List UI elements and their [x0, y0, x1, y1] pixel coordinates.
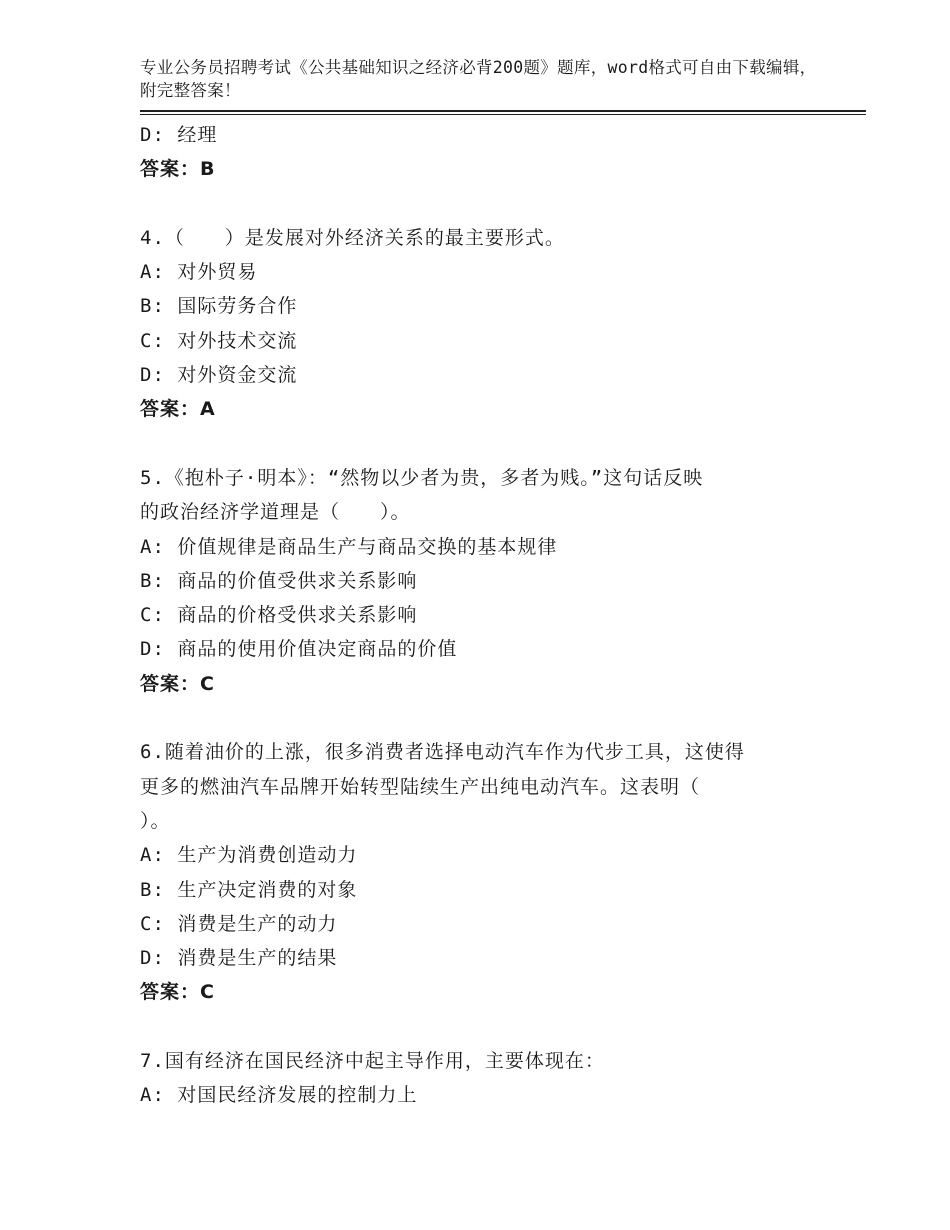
q6-stem-line-1: 6.随着油价的上涨，很多消费者选择电动汽车作为代步工具，这使得: [140, 741, 745, 764]
q7-option-a: A: 对国民经济发展的控制力上: [140, 1084, 418, 1107]
page-header: 专业公务员招聘考试《公共基础知识之经济必背200题》题库，word格式可自由下载编辑，附完整答案！: [140, 58, 817, 100]
q4-stem: 4.（ ）是发展对外经济关系的最主要形式。: [140, 226, 565, 249]
q5-option-d: D: 商品的使用价值决定商品的价值: [140, 638, 458, 661]
q3-answer: 答案：B: [140, 158, 216, 181]
q6-stem-line-3: ）。: [140, 809, 171, 832]
q5-option-b: B: 商品的价值受供求关系影响: [140, 569, 418, 592]
q5-stem-line-1: 5.《抱朴子·明本》：“然物以少者为贵，多者为贱。”这句话反映: [140, 466, 704, 489]
question-list: [140, 118, 866, 1113]
q5-stem-line-2: 的政治经济学道理是（ ）。: [140, 501, 411, 524]
q5-answer: 答案：C: [140, 672, 215, 695]
q5-option-a: A: 价值规律是商品生产与商品交换的基本规律: [140, 535, 558, 558]
q4-answer: 答案：A: [140, 398, 216, 421]
q6-option-d: D: 消费是生产的结果: [140, 947, 338, 970]
q6-option-b: B: 生产决定消费的对象: [140, 878, 358, 901]
q4-option-b: B: 国际劳务合作: [140, 295, 298, 318]
q6-option-a: A: 生产为消费创造动力: [140, 844, 358, 867]
header-divider: [140, 110, 866, 112]
q4-option-c: C: 对外技术交流: [140, 329, 298, 352]
document-page: [140, 0, 866, 1113]
q6-stem-line-2: 更多的燃油汽车品牌开始转型陆续生产出纯电动汽车。这表明（: [140, 775, 701, 798]
q4-option-d: D: 对外资金交流: [140, 364, 298, 387]
q7-stem: 7.国有经济在国民经济中起主导作用，主要体现在：: [140, 1050, 605, 1073]
q4-option-a: A: 对外贸易: [140, 261, 258, 284]
q3-option-d: D: 经理: [140, 124, 218, 146]
q5-option-c: C: 商品的价格受供求关系影响: [140, 604, 418, 627]
q6-option-c: C: 消费是生产的动力: [140, 912, 338, 935]
q6-answer: 答案：C: [140, 981, 215, 1004]
